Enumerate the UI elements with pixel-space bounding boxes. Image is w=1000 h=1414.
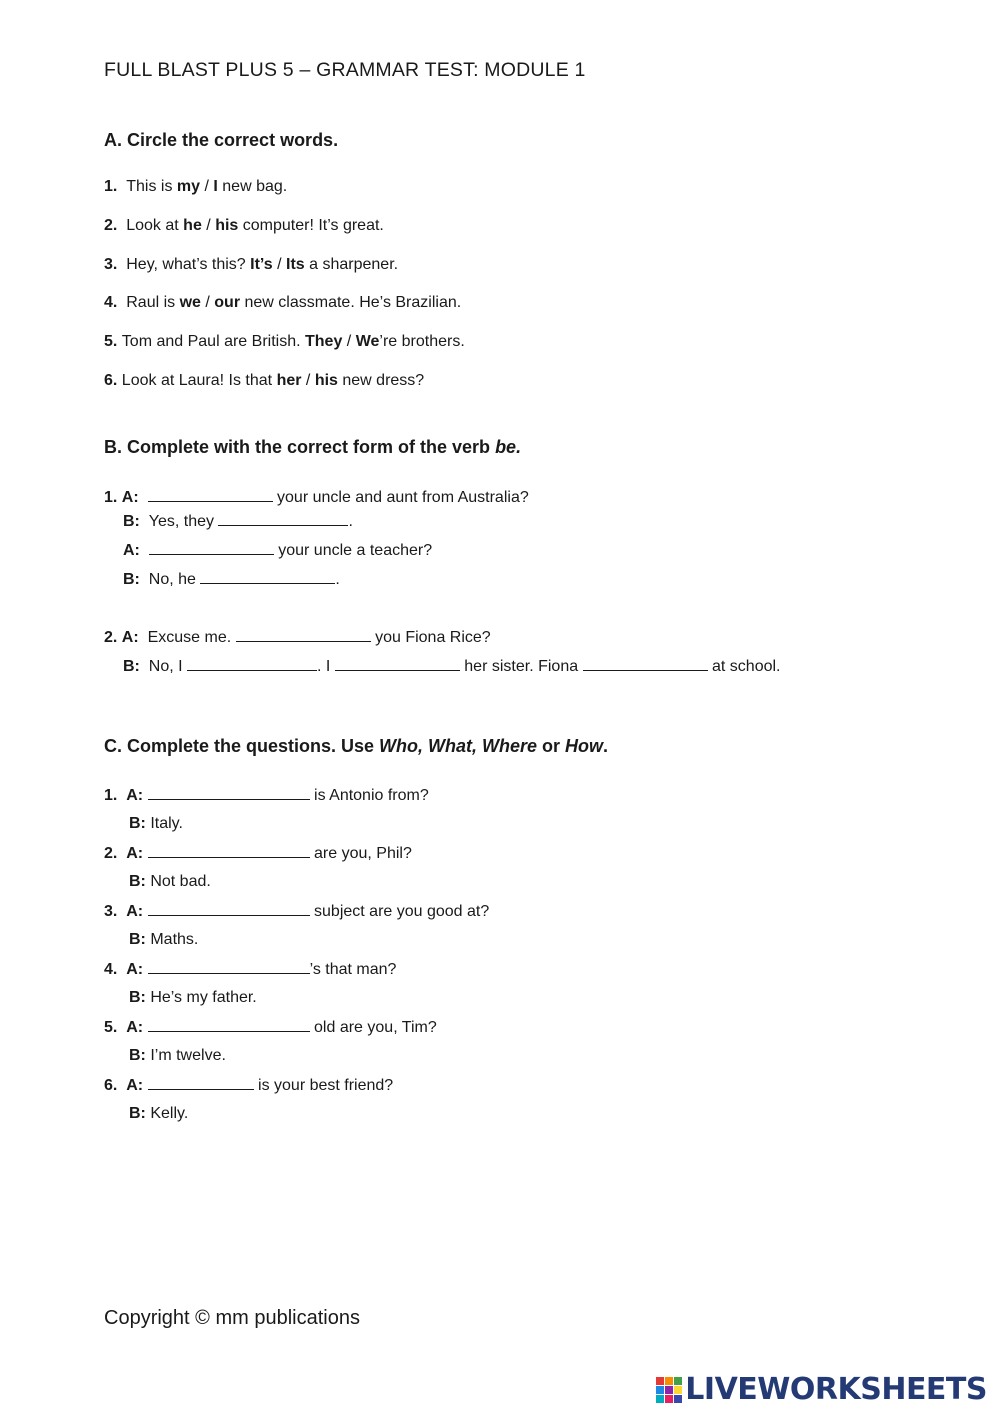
- section-a-heading: A. Circle the correct words.: [104, 130, 339, 150]
- section-b-d2-line2: B: No, I . I her sister. Fiona at school.: [123, 658, 781, 675]
- section-a-item-2: 2. Look at he / his computer! It’s great.: [104, 217, 384, 234]
- section-c-answer-2: B: Not bad.: [129, 873, 211, 890]
- option-word[interactable]: my: [176, 178, 201, 195]
- liveworksheets-logo[interactable]: [656, 1372, 987, 1407]
- answer-blank[interactable]: [148, 1017, 310, 1032]
- answer-blank[interactable]: [218, 511, 348, 526]
- section-c-heading: C. Complete the questions. Use Who, What, Where or How.: [104, 736, 609, 756]
- option-word[interactable]: It’s: [250, 256, 273, 273]
- section-c-item-1: 1. A: is Antonio from?: [104, 787, 429, 804]
- section-c-item-4: 4. A: ’s that man?: [104, 961, 397, 978]
- option-word[interactable]: he: [183, 217, 202, 234]
- logo-tile: [656, 1386, 664, 1394]
- section-c-answer-4: B: He’s my father.: [129, 989, 257, 1006]
- section-b-heading: B. Complete with the correct form of the verb be.: [104, 437, 522, 457]
- logo-tile: [665, 1377, 673, 1385]
- section-a-item-3: 3. Hey, what’s this? It’s / Its a sharpener.: [104, 256, 399, 273]
- option-word[interactable]: They: [305, 333, 343, 350]
- option-word[interactable]: his: [215, 217, 239, 234]
- answer-blank[interactable]: [148, 785, 310, 800]
- logo-tile: [656, 1377, 664, 1385]
- logo-tile: [656, 1395, 664, 1403]
- answer-blank[interactable]: [236, 627, 371, 642]
- answer-blank[interactable]: [200, 569, 335, 584]
- option-word[interactable]: his: [314, 372, 338, 389]
- answer-blank[interactable]: [148, 1075, 254, 1090]
- option-word[interactable]: I: [213, 178, 218, 195]
- section-a-item-6: 6. Look at Laura! Is that her / his new dress?: [104, 372, 425, 389]
- page-title: FULL BLAST PLUS 5 – GRAMMAR TEST: MODULE 1: [104, 59, 586, 81]
- answer-blank[interactable]: [187, 656, 317, 671]
- section-c-item-3: 3. A: subject are you good at?: [104, 903, 490, 920]
- answer-blank[interactable]: [148, 901, 310, 916]
- section-c-answer-1: B: Italy.: [129, 815, 183, 832]
- answer-blank[interactable]: [148, 959, 310, 974]
- section-b-d1-line4: B: No, he .: [123, 571, 340, 588]
- answer-blank[interactable]: [148, 843, 310, 858]
- section-c-item-6: 6. A: is your best friend?: [104, 1077, 394, 1094]
- section-b-d1-line3: A: your uncle a teacher?: [123, 542, 433, 559]
- logo-tile: [665, 1395, 673, 1403]
- option-word[interactable]: We: [355, 333, 380, 350]
- option-word[interactable]: her: [276, 372, 302, 389]
- logo-text: LIVEWORKSHEETS: [685, 1372, 987, 1407]
- section-a-item-5: 5. Tom and Paul are British. They / We’re brothers.: [104, 333, 465, 350]
- logo-tile: [665, 1386, 673, 1394]
- answer-blank[interactable]: [149, 540, 274, 555]
- section-a-item-1: 1. This is my / I new bag.: [104, 178, 288, 195]
- section-b-d2-line1: 2. A: Excuse me. you Fiona Rice?: [104, 629, 491, 646]
- answer-blank[interactable]: [335, 656, 460, 671]
- answer-blank[interactable]: [583, 656, 708, 671]
- option-word[interactable]: Its: [286, 256, 305, 273]
- section-c-item-5: 5. A: old are you, Tim?: [104, 1019, 437, 1036]
- section-a-item-4: 4. Raul is we / our new classmate. He’s Brazilian.: [104, 294, 462, 311]
- logo-tile: [674, 1377, 682, 1385]
- answer-blank[interactable]: [148, 487, 273, 502]
- section-b-d1-line1: 1. A: your uncle and aunt from Australia?: [104, 489, 529, 506]
- option-word[interactable]: our: [214, 294, 241, 311]
- copyright-notice: Copyright © mm publications: [104, 1307, 360, 1329]
- option-word[interactable]: we: [179, 294, 201, 311]
- section-c-answer-5: B: I’m twelve.: [129, 1047, 226, 1064]
- section-c-item-2: 2. A: are you, Phil?: [104, 845, 412, 862]
- logo-tile: [674, 1386, 682, 1394]
- section-c-answer-3: B: Maths.: [129, 931, 199, 948]
- section-c-answer-6: B: Kelly.: [129, 1105, 189, 1122]
- logo-tile: [674, 1395, 682, 1403]
- liveworksheets-logo-icon: [656, 1377, 682, 1403]
- section-b-d1-line2: B: Yes, they .: [123, 513, 353, 530]
